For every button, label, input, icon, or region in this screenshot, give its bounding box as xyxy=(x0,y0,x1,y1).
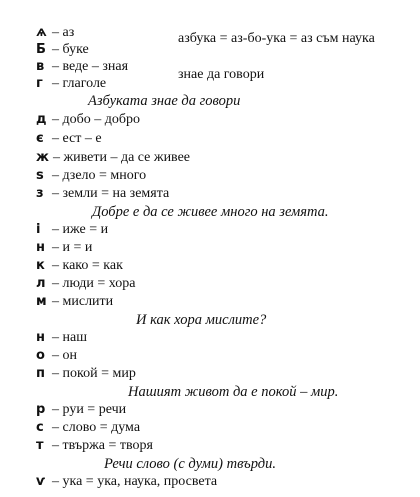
summary-sentence: И как хора мислите? xyxy=(136,312,267,328)
alphabet-entry xyxy=(36,185,169,203)
alphabet-entry xyxy=(36,111,140,129)
alphabet-entry xyxy=(36,365,136,383)
letter-glyph: р xyxy=(36,402,46,417)
alphabet-entry xyxy=(36,149,190,167)
letter-gloss: – буке xyxy=(52,42,89,57)
side-note-azbuka: азбука = аз-бо-ука = аз съм наука xyxy=(178,31,375,46)
alphabet-entry xyxy=(36,239,92,257)
letter-glyph: г xyxy=(36,76,43,91)
letter-gloss: – земли = на земята xyxy=(52,186,170,201)
letter-glyph: к xyxy=(36,258,45,273)
alphabet-entry xyxy=(36,275,135,293)
letter-glyph: н xyxy=(36,240,45,255)
letter-glyph: і xyxy=(36,222,41,237)
alphabet-entry xyxy=(36,437,153,455)
summary-sentence: Добре е да се живее много на земята. xyxy=(92,204,329,220)
letter-glyph: в xyxy=(36,59,45,74)
side-note-znae: знае да говори xyxy=(178,67,265,82)
letter-glyph: о xyxy=(36,348,45,363)
letter-gloss: – руи = речи xyxy=(52,402,127,417)
letter-gloss: – мислити xyxy=(52,294,114,309)
summary-sentence: Нашият живот да е покой – мир. xyxy=(128,384,339,400)
letter-glyph: л xyxy=(36,276,46,291)
letter-gloss: – он xyxy=(52,348,77,363)
letter-gloss: – ест – е xyxy=(52,131,102,146)
letter-gloss: – и = и xyxy=(52,240,93,255)
alphabet-entry xyxy=(36,401,126,419)
alphabet-entry xyxy=(36,329,87,347)
letter-gloss: – живети – да се живее xyxy=(52,150,191,165)
letter-gloss: – аз xyxy=(52,25,75,40)
letter-gloss: – ука = ука, наука, просвета xyxy=(52,474,218,489)
alphabet-entry xyxy=(36,293,113,311)
letter-gloss: – дзело = много xyxy=(52,168,147,183)
letter-gloss: – глаголе xyxy=(52,76,107,91)
letter-gloss: – покой = мир xyxy=(52,366,136,381)
alphabet-entry xyxy=(36,75,106,93)
letter-glyph: є xyxy=(36,131,44,146)
letter-glyph: ж xyxy=(36,150,49,165)
letter-glyph: ѵ xyxy=(36,474,46,489)
alphabet-entry xyxy=(36,221,108,239)
summary-sentence: Азбуката знае да говори xyxy=(88,93,241,109)
letter-glyph: т xyxy=(36,438,44,453)
summary-sentence: Речи слово (с думи) твърди. xyxy=(104,456,276,472)
alphabet-entry xyxy=(36,347,77,365)
letter-gloss: – твържа = творя xyxy=(52,438,153,453)
letter-gloss: – како = как xyxy=(52,258,123,273)
letter-glyph: ѕ xyxy=(36,168,44,183)
letter-glyph: ѧ xyxy=(36,25,47,40)
alphabet-entry xyxy=(36,167,146,185)
letter-gloss: – люди = хора xyxy=(52,276,136,291)
letter-glyph: н xyxy=(36,330,45,345)
alphabet-entry xyxy=(36,24,74,42)
letter-gloss: – веде – зная xyxy=(52,59,129,74)
letter-glyph: з xyxy=(36,186,44,201)
alphabet-entry xyxy=(36,130,102,148)
letter-gloss: – добо – добро xyxy=(52,112,140,127)
letter-gloss: – слово = дума xyxy=(52,420,141,435)
alphabet-entry xyxy=(36,41,89,59)
letter-glyph: Б xyxy=(36,42,46,57)
letter-gloss: – наш xyxy=(52,330,87,345)
alphabet-entry xyxy=(36,257,123,275)
alphabet-entry xyxy=(36,58,128,76)
letter-glyph: м xyxy=(36,294,47,309)
letter-glyph: д xyxy=(36,112,47,127)
alphabet-entry xyxy=(36,473,217,491)
letter-gloss: – иже = и xyxy=(52,222,109,237)
letter-glyph: с xyxy=(36,420,44,435)
letter-glyph: п xyxy=(36,366,45,381)
alphabet-entry xyxy=(36,419,140,437)
